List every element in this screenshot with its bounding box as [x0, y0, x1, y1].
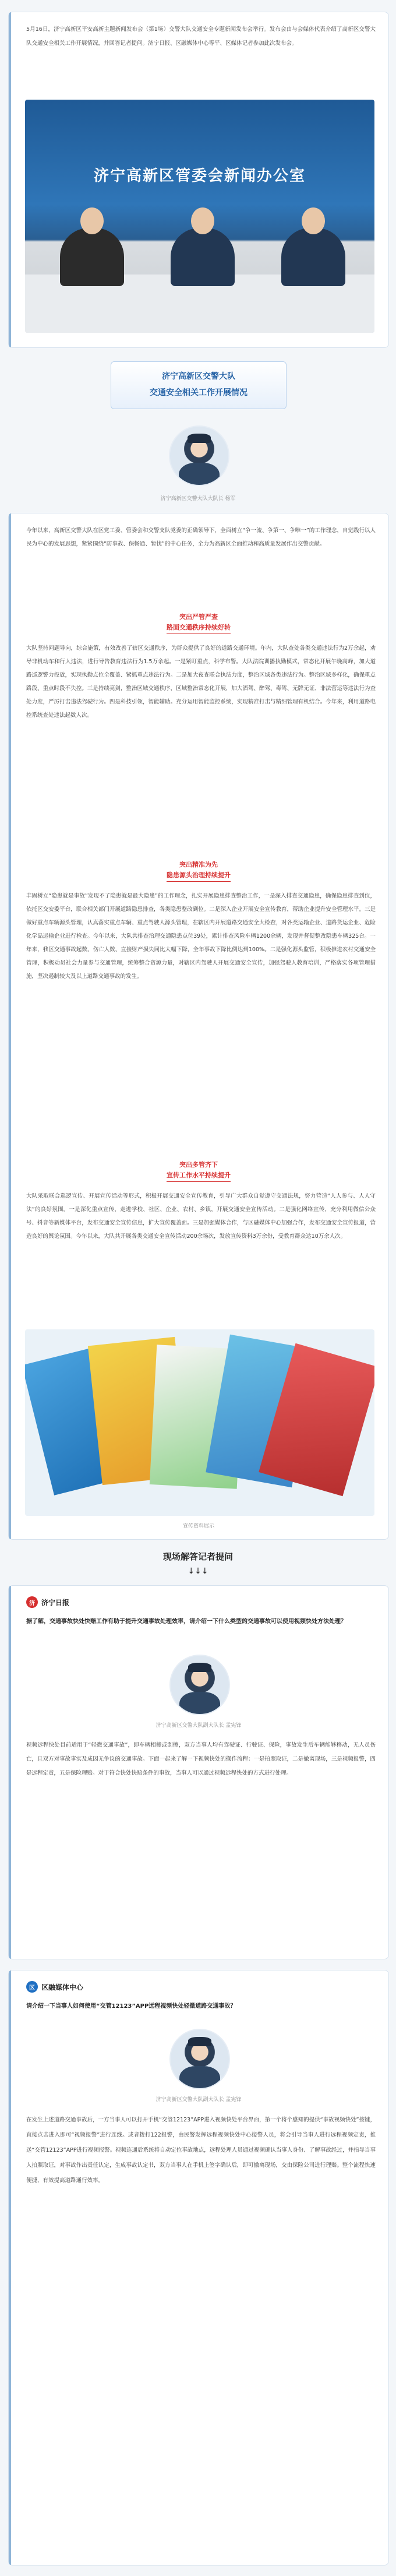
- q2-question: 请介绍一下当事人如何使用“交管12123”APP远程视频快处轻微道路交通事故？: [26, 2003, 236, 2010]
- jining-daily-logo-icon: 济: [26, 1596, 38, 1608]
- speaker-figure-1: [60, 228, 124, 286]
- section3-subtitle: 宣传工作水平持续提升: [9, 1171, 388, 1182]
- speaker-avatar: [169, 425, 229, 486]
- qa-section-title: 现场解答记者提问: [162, 1551, 233, 1562]
- q2-speaker-avatar: [169, 2029, 230, 2089]
- section2-subtitle: 隐患源头治理持续提升: [9, 871, 388, 882]
- card-edge: [9, 1586, 11, 1959]
- section3-paragraph: 大队采取联合巡逻宣传、开展宣传活动等形式，积极开展交通安全宣传教育，引导广大群众自觉遵守交通法规，努力营造“人人参与、人人守法”的良好氛围。一是深化重点宣传，走进学校、社区、企业、农村、乡镇，开展交通安全宣传活动。二是强化网络宣传，充分利用微信公众号、抖音等新媒体平台，发布交通安全宣传信息，扩大宣传覆盖面。三是加强媒体合作，与区融媒体中心加强合作，发布交通安全宣传报道，营造良好的舆论氛围。今年以来，大队共开展各类交通安全宣传活动200余场次，发放宣传资料3万余份，受教育群众达10万余人次。: [26, 1193, 376, 1240]
- speaker-head-1: [80, 207, 104, 234]
- section1-subtitle: 路面交通秩序持续好转: [9, 623, 388, 634]
- q2-source-name: 区融媒体中心: [41, 1983, 84, 1991]
- section2-title: 突出精准为先: [179, 861, 218, 868]
- intro-card: [8, 12, 389, 348]
- card-edge: [9, 513, 11, 1539]
- qa-card-2: [8, 1970, 389, 2566]
- a2-answer: 在发生上述道路交通事故后，一方当事人可以打开手机“交管12123”APP进入视频快处平台界面，第一个将个感知的提供“事故视频快处”按键，直接点击进入即可“视频报警”进行连线。或者拨打122报警，由民警发挥远程视频快处中心接警人员，将会引导当事人进行远程视频定责，推送“交管12123”APP进行视频报警。视频连通后系统将自动定位事故地点，远程处理人员通过视频确认当事人身份、了解事故经过，并指导当事人拍照取证，对事故作出责任认定，生成事故认定书，双方当事人在手机上签字确认后，即可撤离现场，交由保险公司进行理赔。整个流程快速便捷，有效提高道路通行效率。: [26, 2117, 376, 2184]
- q1-source: [26, 1596, 69, 1608]
- section1-title: 突出严管严查: [179, 613, 218, 621]
- speaker-caption: 济宁高新区交警大队大队长 杨军: [160, 496, 236, 502]
- report-card: [8, 513, 389, 1540]
- speaker-head-2: [191, 207, 214, 234]
- qa-card-1: [8, 1585, 389, 1959]
- report-paragraph-1: 今年以来，高新区交警大队在区党工委、管委会和交警支队党委的正确领导下，全面树立“争一流、争第一、争唯一”的工作理念，自觉践行以人民为中心的发展思想，紧紧围绕“防事故、保畅通、暂忧”的中心任务，全力为高新区全面推动和高质量发展作出交警贡献。: [26, 527, 376, 547]
- section3-title: 突出多管齐下: [179, 1161, 218, 1169]
- speaker-head-3: [302, 207, 325, 234]
- speaker-figure-2: [171, 228, 235, 286]
- qa-arrows: ↓↓↓: [188, 1567, 208, 1576]
- q1-question: 据了解，交通事故快处快赔工作有助于提升交通事故处理效率，请介绍一下什么类型的交通事故可以使用视频快处方法处理？: [26, 1618, 346, 1625]
- q1-source-name: 济宁日报: [41, 1598, 70, 1607]
- intro-paragraph: 5月16日，济宁高新区平安高新主题新闻发布会（第1场）交警大队交通安全专题新闻发布会举行。发布会由与会媒体代表介绍了高新区交警大队交通安全相关工作开展情况，并回答记者提问。济宁日报、区融媒体中心等平、区媒体记者参加此次发布会。: [26, 26, 376, 47]
- section2-paragraph: 丰固树立“隐患就是事故”发现不了隐患就是最大隐患”的工作理念，扎实开展隐患排查整治工作，一是深入排查交通隐患，确保隐患排查到位，依托区交安委平台，联合相关部门开展道路隐患排查，各类隐患整改到位。二是深入企业开展安全宣传教育，帮助企业提升安全管理水平。三是做好重点车辆源头管理，认真落实重点车辆、重点驾驶人源头管理，在辖区内开展道路交通安全大检查，对各类运输企业、道路货运企业、危险化学品运输企业进行检查。今年以来，大队共排查治理交通隐患点位39处，累计排查风险车辆1200余辆，发现并督促整改隐患车辆325台。一年来，我区交通事故起数、伤亡人数、直接财产损失同比大幅下降，全年事故下降比例达到100%。二是强化源头监管，积极推进农村交通安全管理，积极动员社会力量参与交通管理，统筹整合资源力量，对辖区内驾驶人开展交通安全宣传，加强驾驶人教育培训，严格落实各项管理措施，坚决遏制较大及以上道路交通事故的发生。: [26, 893, 376, 980]
- q1-speaker-avatar: [169, 1655, 230, 1715]
- q1-speaker-caption: 济宁高新区交警大队副大队长 孟宪锋: [155, 1723, 242, 1729]
- flyers-caption: 宣传资料展示: [182, 1523, 214, 1529]
- report-title-banner: [111, 361, 287, 409]
- section1-paragraph: 大队坚持问题导向，综合施策，有效改善了辖区交通秩序，为群众提供了良好的道路交通环境。年内，大队查处各类交通违法行为2万余起，劝导非机动车和行人违法，进行导告教育违法行为1.5万余起。一是紧盯重点，科学布警。大队法院训播执勤模式，常态化开展午晚高峰，加大道路巡逻警力投放，实现执勤点位全覆盖、紧抓重点违法行为。二是加大夜查联合执法力度，整治区域各类违法行为。整治区域多样化，确保重点路段、重点时段不失控。三是持续亮剑，整治区域交通秩序，区域整治常态化开展，加大酒驾、醉驾、毒驾、无牌无证、非法营运等违法行为查处力度，严厉打击违法驾驶行为。四是科技引领，智能辅助。充分运用智能监控系统，实现精准打击与精细管理有机结合。今年来，利用道路电控系统查处违法起数人次。: [26, 645, 376, 719]
- press-conference-photo: [25, 100, 374, 333]
- card-edge: [9, 12, 11, 347]
- report-title-line1: 济宁高新区交警大队: [162, 372, 235, 381]
- a1-answer: 视频远程快处目前适用于“轻微交通事故”，即车辆相撞或刮擦，双方当事人均有驾驶证、行驶证、保险，事故发生后车辆能够移动，无人员伤亡，且双方对事故事实及成因无争议的交通事故。下面一起来了解一下视频快处的操作流程：一是拍照取证，二是撤离现场，三是视频报警，四是远程定责，五是保险理赔。对于符合快处快赔条件的事故，当事人可以通过视频远程快处的方式进行处理。: [26, 1742, 376, 1776]
- flyers-photo: [25, 1329, 374, 1516]
- q2-speaker-caption: 济宁高新区交警大队副大队长 孟宪锋: [155, 2097, 242, 2103]
- report-title-line2: 交通安全相关工作开展情况: [150, 388, 248, 397]
- card-edge: [9, 1970, 11, 2565]
- media-center-logo-icon: 区: [26, 1981, 38, 1993]
- banner-title: 济宁高新区管委会新闻办公室: [93, 167, 306, 185]
- q2-source: [26, 1981, 83, 1993]
- speaker-figure-3: [281, 228, 345, 286]
